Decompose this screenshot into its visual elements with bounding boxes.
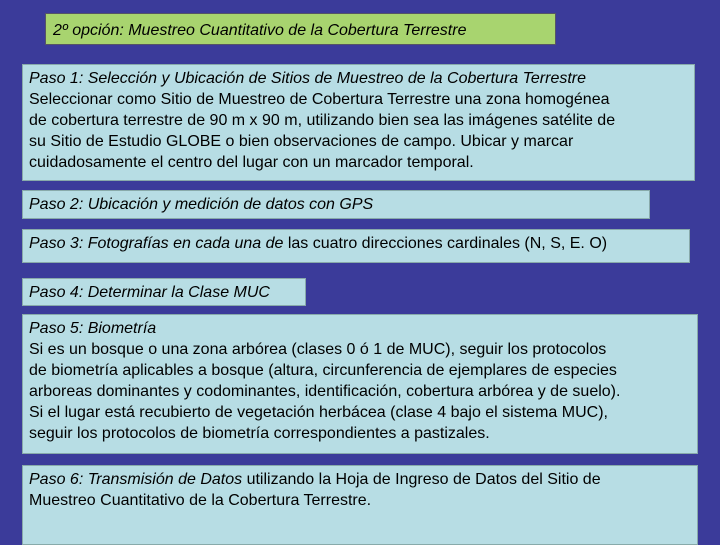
- step-6-heading: Paso 6: Transmisión de Datos: [29, 471, 243, 488]
- step-6-body-line: Muestreo Cuantitativo de la Cobertura Terrestre.: [29, 492, 372, 509]
- step-5-body-line: arboreas dominantes y codominantes, identificación, cobertura arbórea y de suelo).: [29, 383, 621, 400]
- step-1-body-line: Seleccionar como Sitio de Muestreo de Cobertura Terrestre una zona homogénea: [29, 91, 610, 108]
- step-3-heading: Paso 3: Fotografías en cada una de: [29, 235, 284, 252]
- step-5-body-line: Si es un bosque o una zona arbórea (clases 0 ó 1 de MUC), seguir los protocolos: [29, 341, 607, 358]
- step-5-body-line: Si el lugar está recubierto de vegetación herbácea (clase 4 bajo el sistema MUC),: [29, 404, 608, 421]
- slide-title: 2º opción: Muestreo Cuantitativo de la Cobertura Terrestre: [45, 13, 556, 45]
- step-5-body-line: seguir los protocolos de biometría correspondientes a pastizales.: [29, 425, 490, 442]
- step-5-box: [22, 314, 698, 454]
- step-3-text: las cuatro direcciones cardinales (N, S, E. O): [283, 235, 608, 252]
- step-4-heading: Paso 4: Determinar la Clase MUC: [29, 284, 270, 301]
- step-1-box: [22, 64, 695, 181]
- step-2-box: [22, 190, 650, 219]
- step-4-box: [22, 278, 306, 306]
- step-6-text: utilizando la Hoja de Ingreso de Datos del Sitio de: [242, 471, 601, 488]
- step-1-body-line: de cobertura terrestre de 90 m x 90 m, utilizando bien sea las imágenes satélite de: [29, 112, 616, 129]
- step-1-body-line: su Sitio de Estudio GLOBE o bien observaciones de campo. Ubicar y marcar: [29, 133, 574, 150]
- step-2-heading: Paso 2: Ubicación y medición de datos con GPS: [29, 196, 374, 213]
- step-1-heading: Paso 1: Selección y Ubicación de Sitios de Muestreo de la Cobertura Terrestre: [29, 70, 587, 87]
- step-5-body-line: de biometría aplicables a bosque (altura, circunferencia de ejemplares de especies: [29, 362, 617, 379]
- step-6-box: [22, 465, 698, 545]
- step-1-body-line: cuidadosamente el centro del lugar con un marcador temporal.: [29, 154, 474, 171]
- step-5-heading: Paso 5: Biometría: [29, 320, 157, 337]
- step-3-box: [22, 229, 690, 263]
